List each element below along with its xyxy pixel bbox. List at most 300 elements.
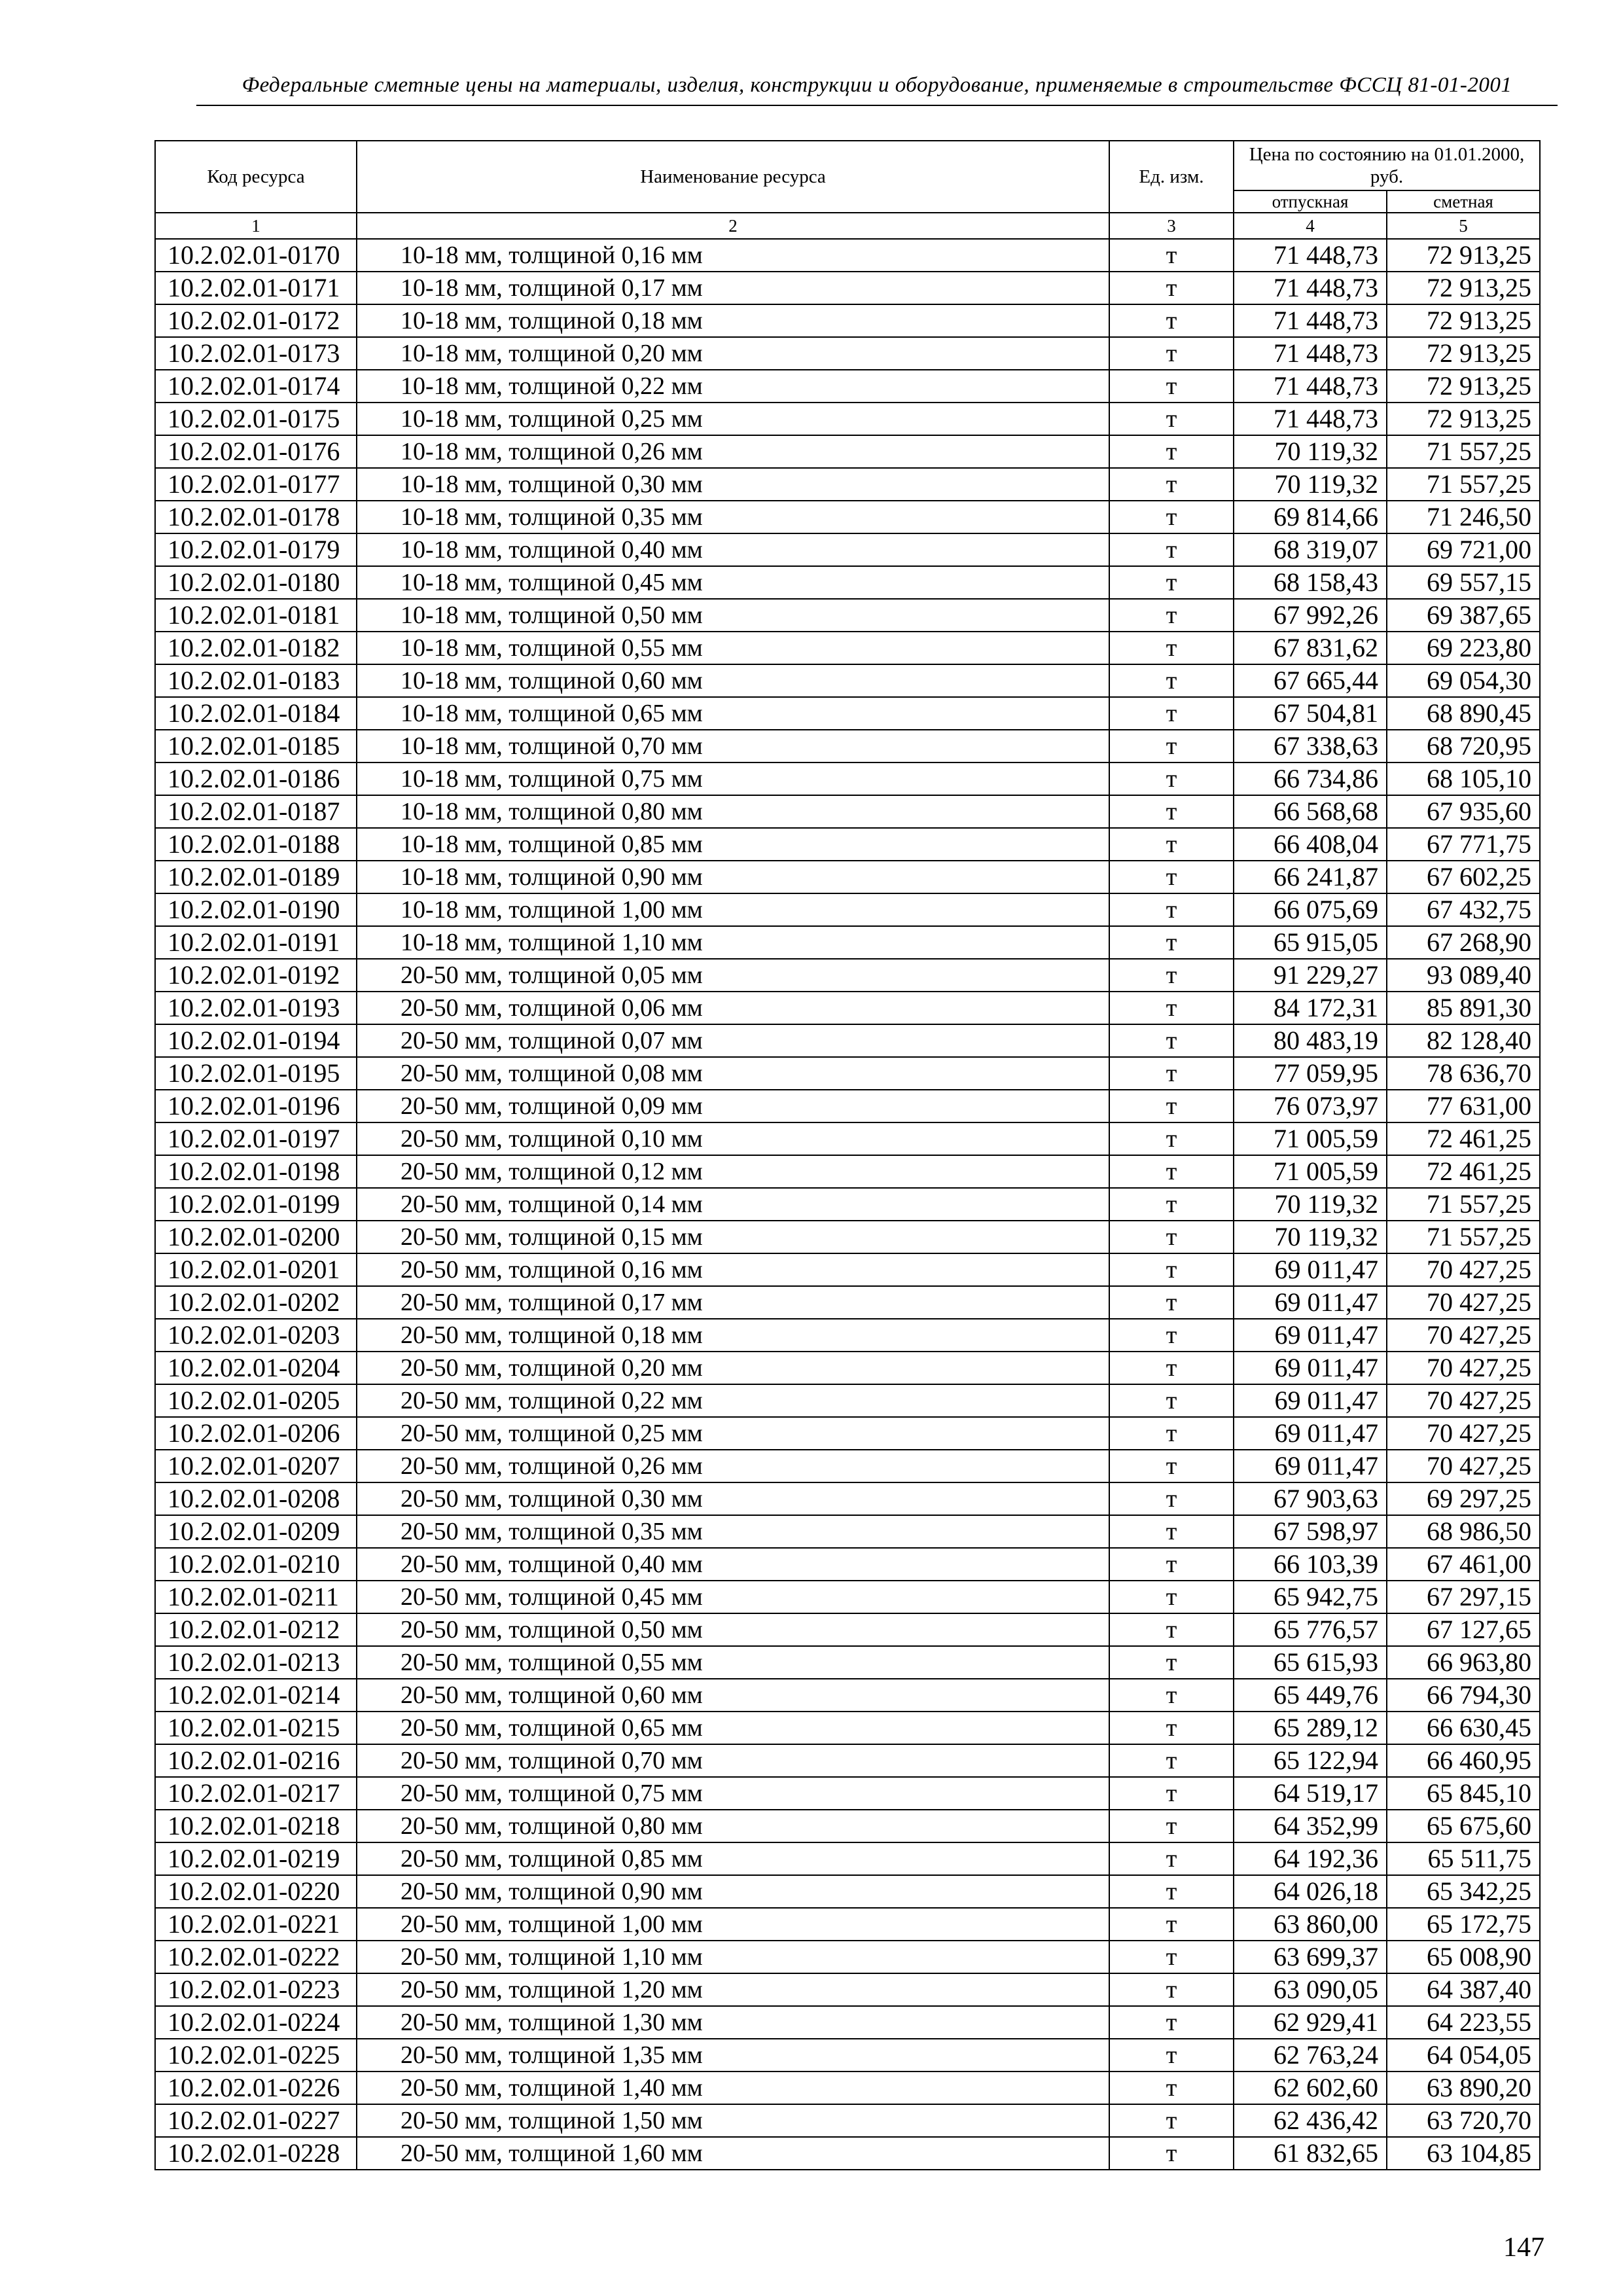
release-price: 76 073,97 xyxy=(1234,1090,1387,1122)
resource-name: 10-18 мм, толщиной 0,18 мм xyxy=(357,304,1109,337)
resource-name: 20-50 мм, толщиной 0,35 мм xyxy=(357,1515,1109,1548)
resource-code: 10.2.02.01-0182 xyxy=(155,632,357,664)
table-row xyxy=(155,1188,1540,1221)
resource-code: 10.2.02.01-0225 xyxy=(155,2039,357,2072)
resource-name: 10-18 мм, толщиной 0,55 мм xyxy=(357,632,1109,664)
page-number: 147 xyxy=(1503,2233,1544,2263)
table-row xyxy=(155,1417,1540,1450)
estimate-price: 70 427,25 xyxy=(1387,1450,1540,1482)
estimate-price: 65 511,75 xyxy=(1387,1842,1540,1875)
resource-name: 20-50 мм, толщиной 0,75 мм xyxy=(357,1777,1109,1810)
unit-cell: т xyxy=(1109,1777,1234,1810)
unit-cell: т xyxy=(1109,1057,1234,1090)
estimate-price: 66 630,45 xyxy=(1387,1712,1540,1744)
table-row xyxy=(155,697,1540,730)
resource-name: 20-50 мм, толщиной 0,15 мм xyxy=(357,1221,1109,1253)
estimate-price: 65 008,90 xyxy=(1387,1941,1540,1973)
column-number: 1 xyxy=(155,213,357,239)
release-price: 66 408,04 xyxy=(1234,828,1387,861)
unit-cell: т xyxy=(1109,1941,1234,1973)
release-price: 67 338,63 xyxy=(1234,730,1387,762)
resource-code: 10.2.02.01-0194 xyxy=(155,1024,357,1057)
unit-cell: т xyxy=(1109,893,1234,926)
resource-name: 20-50 мм, толщиной 0,45 мм xyxy=(357,1581,1109,1613)
estimate-price: 68 986,50 xyxy=(1387,1515,1540,1548)
unit-cell: т xyxy=(1109,239,1234,272)
estimate-price: 64 223,55 xyxy=(1387,2006,1540,2039)
resource-name: 10-18 мм, толщиной 0,60 мм xyxy=(357,664,1109,697)
resource-code: 10.2.02.01-0228 xyxy=(155,2137,357,2170)
estimate-price: 70 427,25 xyxy=(1387,1384,1540,1417)
table-row xyxy=(155,272,1540,304)
estimate-price: 69 721,00 xyxy=(1387,533,1540,566)
resource-name: 20-50 мм, толщиной 0,40 мм xyxy=(357,1548,1109,1581)
table-row xyxy=(155,959,1540,992)
release-price: 67 992,26 xyxy=(1234,599,1387,632)
estimate-price: 64 054,05 xyxy=(1387,2039,1540,2072)
table-row xyxy=(155,1613,1540,1646)
resource-code: 10.2.02.01-0184 xyxy=(155,697,357,730)
resource-name: 20-50 мм, толщиной 0,50 мм xyxy=(357,1613,1109,1646)
table-row xyxy=(155,2072,1540,2104)
table-row xyxy=(155,1122,1540,1155)
resource-name: 20-50 мм, толщиной 0,17 мм xyxy=(357,1286,1109,1319)
unit-cell: т xyxy=(1109,468,1234,501)
unit-cell: т xyxy=(1109,501,1234,533)
header-name: Наименование ресурса xyxy=(357,141,1109,213)
release-price: 63 699,37 xyxy=(1234,1941,1387,1973)
unit-cell: т xyxy=(1109,1384,1234,1417)
column-number: 3 xyxy=(1109,213,1234,239)
unit-cell: т xyxy=(1109,435,1234,468)
release-price: 62 602,60 xyxy=(1234,2072,1387,2104)
release-price: 69 011,47 xyxy=(1234,1384,1387,1417)
release-price: 63 860,00 xyxy=(1234,1908,1387,1941)
release-price: 77 059,95 xyxy=(1234,1057,1387,1090)
resource-name: 20-50 мм, толщиной 1,20 мм xyxy=(357,1973,1109,2006)
resource-code: 10.2.02.01-0177 xyxy=(155,468,357,501)
estimate-price: 70 427,25 xyxy=(1387,1319,1540,1352)
column-number: 5 xyxy=(1387,213,1540,239)
resource-code: 10.2.02.01-0206 xyxy=(155,1417,357,1450)
estimate-price: 72 913,25 xyxy=(1387,370,1540,403)
estimate-price: 65 342,25 xyxy=(1387,1875,1540,1908)
table-row xyxy=(155,1253,1540,1286)
unit-cell: т xyxy=(1109,2006,1234,2039)
table-row xyxy=(155,304,1540,337)
resource-name: 20-50 мм, толщиной 0,18 мм xyxy=(357,1319,1109,1352)
resource-name: 20-50 мм, толщиной 0,65 мм xyxy=(357,1712,1109,1744)
release-price: 69 011,47 xyxy=(1234,1253,1387,1286)
unit-cell: т xyxy=(1109,1581,1234,1613)
unit-cell: т xyxy=(1109,959,1234,992)
release-price: 68 319,07 xyxy=(1234,533,1387,566)
table-row xyxy=(155,1384,1540,1417)
resource-code: 10.2.02.01-0208 xyxy=(155,1482,357,1515)
resource-code: 10.2.02.01-0198 xyxy=(155,1155,357,1188)
resource-code: 10.2.02.01-0215 xyxy=(155,1712,357,1744)
estimate-price: 67 297,15 xyxy=(1387,1581,1540,1613)
resource-code: 10.2.02.01-0207 xyxy=(155,1450,357,1482)
table-row xyxy=(155,1024,1540,1057)
resource-name: 10-18 мм, толщиной 0,65 мм xyxy=(357,697,1109,730)
table-row xyxy=(155,2104,1540,2137)
resource-name: 20-50 мм, толщиной 0,70 мм xyxy=(357,1744,1109,1777)
resource-name: 20-50 мм, толщиной 0,80 мм xyxy=(357,1810,1109,1842)
unit-cell: т xyxy=(1109,1744,1234,1777)
header-rule xyxy=(196,105,1558,106)
table-row xyxy=(155,1908,1540,1941)
release-price: 64 519,17 xyxy=(1234,1777,1387,1810)
estimate-price: 67 268,90 xyxy=(1387,926,1540,959)
release-price: 66 103,39 xyxy=(1234,1548,1387,1581)
table-row xyxy=(155,468,1540,501)
resource-name: 10-18 мм, толщиной 0,25 мм xyxy=(357,403,1109,435)
resource-name: 20-50 мм, толщиной 0,05 мм xyxy=(357,959,1109,992)
resource-code: 10.2.02.01-0204 xyxy=(155,1352,357,1384)
resource-code: 10.2.02.01-0203 xyxy=(155,1319,357,1352)
estimate-price: 65 675,60 xyxy=(1387,1810,1540,1842)
unit-cell: т xyxy=(1109,1352,1234,1384)
header-unit: Ед. изм. xyxy=(1109,141,1234,213)
unit-cell: т xyxy=(1109,1842,1234,1875)
resource-name: 10-18 мм, толщиной 0,80 мм xyxy=(357,795,1109,828)
unit-cell: т xyxy=(1109,1712,1234,1744)
unit-cell: т xyxy=(1109,1090,1234,1122)
resource-code: 10.2.02.01-0216 xyxy=(155,1744,357,1777)
resource-name: 20-50 мм, толщиной 0,07 мм xyxy=(357,1024,1109,1057)
release-price: 71 448,73 xyxy=(1234,239,1387,272)
table-row xyxy=(155,2137,1540,2170)
release-price: 69 011,47 xyxy=(1234,1450,1387,1482)
release-price: 71 448,73 xyxy=(1234,272,1387,304)
resource-code: 10.2.02.01-0211 xyxy=(155,1581,357,1613)
unit-cell: т xyxy=(1109,1810,1234,1842)
price-table xyxy=(154,140,1541,2170)
unit-cell: т xyxy=(1109,566,1234,599)
estimate-price: 72 913,25 xyxy=(1387,403,1540,435)
resource-name: 10-18 мм, толщиной 0,26 мм xyxy=(357,435,1109,468)
table-row xyxy=(155,1679,1540,1712)
unit-cell: т xyxy=(1109,1253,1234,1286)
estimate-price: 65 172,75 xyxy=(1387,1908,1540,1941)
estimate-price: 78 636,70 xyxy=(1387,1057,1540,1090)
table-row xyxy=(155,1450,1540,1482)
table-row xyxy=(155,239,1540,272)
resource-name: 20-50 мм, толщиной 0,08 мм xyxy=(357,1057,1109,1090)
table-row xyxy=(155,599,1540,632)
unit-cell: т xyxy=(1109,861,1234,893)
estimate-price: 70 427,25 xyxy=(1387,1417,1540,1450)
estimate-price: 63 104,85 xyxy=(1387,2137,1540,2170)
table-row xyxy=(155,1090,1540,1122)
estimate-price: 69 054,30 xyxy=(1387,664,1540,697)
table-row xyxy=(155,1646,1540,1679)
resource-name: 10-18 мм, толщиной 0,75 мм xyxy=(357,762,1109,795)
resource-code: 10.2.02.01-0179 xyxy=(155,533,357,566)
resource-name: 10-18 мм, толщиной 0,50 мм xyxy=(357,599,1109,632)
unit-cell: т xyxy=(1109,1221,1234,1253)
resource-code: 10.2.02.01-0199 xyxy=(155,1188,357,1221)
resource-code: 10.2.02.01-0195 xyxy=(155,1057,357,1090)
resource-name: 10-18 мм, толщиной 1,00 мм xyxy=(357,893,1109,926)
estimate-price: 71 246,50 xyxy=(1387,501,1540,533)
estimate-price: 72 913,25 xyxy=(1387,239,1540,272)
resource-name: 20-50 мм, толщиной 1,40 мм xyxy=(357,2072,1109,2104)
release-price: 62 929,41 xyxy=(1234,2006,1387,2039)
resource-code: 10.2.02.01-0190 xyxy=(155,893,357,926)
table-row xyxy=(155,1875,1540,1908)
release-price: 64 352,99 xyxy=(1234,1810,1387,1842)
resource-name: 10-18 мм, толщиной 0,40 мм xyxy=(357,533,1109,566)
resource-name: 10-18 мм, толщиной 1,10 мм xyxy=(357,926,1109,959)
release-price: 65 449,76 xyxy=(1234,1679,1387,1712)
estimate-price: 71 557,25 xyxy=(1387,1188,1540,1221)
release-price: 70 119,32 xyxy=(1234,1188,1387,1221)
estimate-price: 71 557,25 xyxy=(1387,435,1540,468)
estimate-price: 72 913,25 xyxy=(1387,337,1540,370)
resource-name: 10-18 мм, толщиной 0,20 мм xyxy=(357,337,1109,370)
resource-name: 10-18 мм, толщиной 0,70 мм xyxy=(357,730,1109,762)
release-price: 65 915,05 xyxy=(1234,926,1387,959)
resource-name: 10-18 мм, толщиной 0,45 мм xyxy=(357,566,1109,599)
release-price: 71 448,73 xyxy=(1234,304,1387,337)
resource-code: 10.2.02.01-0192 xyxy=(155,959,357,992)
unit-cell: т xyxy=(1109,730,1234,762)
resource-name: 20-50 мм, толщиной 1,60 мм xyxy=(357,2137,1109,2170)
unit-cell: т xyxy=(1109,1973,1234,2006)
estimate-price: 63 720,70 xyxy=(1387,2104,1540,2137)
release-price: 69 011,47 xyxy=(1234,1319,1387,1352)
unit-cell: т xyxy=(1109,2104,1234,2137)
resource-name: 20-50 мм, толщиной 0,16 мм xyxy=(357,1253,1109,1286)
unit-cell: т xyxy=(1109,795,1234,828)
release-price: 66 568,68 xyxy=(1234,795,1387,828)
unit-cell: т xyxy=(1109,533,1234,566)
resource-code: 10.2.02.01-0173 xyxy=(155,337,357,370)
estimate-price: 67 461,00 xyxy=(1387,1548,1540,1581)
release-price: 66 075,69 xyxy=(1234,893,1387,926)
resource-code: 10.2.02.01-0193 xyxy=(155,992,357,1024)
unit-cell: т xyxy=(1109,1679,1234,1712)
resource-code: 10.2.02.01-0196 xyxy=(155,1090,357,1122)
release-price: 69 011,47 xyxy=(1234,1286,1387,1319)
resource-code: 10.2.02.01-0226 xyxy=(155,2072,357,2104)
resource-name: 20-50 мм, толщиной 0,22 мм xyxy=(357,1384,1109,1417)
estimate-price: 64 387,40 xyxy=(1387,1973,1540,2006)
estimate-price: 65 845,10 xyxy=(1387,1777,1540,1810)
resource-code: 10.2.02.01-0212 xyxy=(155,1613,357,1646)
release-price: 91 229,27 xyxy=(1234,959,1387,992)
resource-code: 10.2.02.01-0191 xyxy=(155,926,357,959)
unit-cell: т xyxy=(1109,632,1234,664)
release-price: 69 011,47 xyxy=(1234,1352,1387,1384)
estimate-price: 69 557,15 xyxy=(1387,566,1540,599)
resource-name: 20-50 мм, толщиной 1,00 мм xyxy=(357,1908,1109,1941)
table-row xyxy=(155,664,1540,697)
unit-cell: т xyxy=(1109,1515,1234,1548)
release-price: 70 119,32 xyxy=(1234,468,1387,501)
table-row xyxy=(155,370,1540,403)
release-price: 67 598,97 xyxy=(1234,1515,1387,1548)
release-price: 84 172,31 xyxy=(1234,992,1387,1024)
table-row xyxy=(155,533,1540,566)
unit-cell: т xyxy=(1109,337,1234,370)
release-price: 70 119,32 xyxy=(1234,1221,1387,1253)
resource-name: 20-50 мм, толщиной 0,26 мм xyxy=(357,1450,1109,1482)
unit-cell: т xyxy=(1109,1319,1234,1352)
table-row xyxy=(155,1515,1540,1548)
release-price: 64 026,18 xyxy=(1234,1875,1387,1908)
estimate-price: 67 935,60 xyxy=(1387,795,1540,828)
resource-code: 10.2.02.01-0222 xyxy=(155,1941,357,1973)
resource-name: 10-18 мм, толщиной 0,35 мм xyxy=(357,501,1109,533)
table-row xyxy=(155,730,1540,762)
table-row xyxy=(155,403,1540,435)
unit-cell: т xyxy=(1109,599,1234,632)
estimate-price: 72 913,25 xyxy=(1387,304,1540,337)
unit-cell: т xyxy=(1109,664,1234,697)
resource-code: 10.2.02.01-0217 xyxy=(155,1777,357,1810)
unit-cell: т xyxy=(1109,1417,1234,1450)
release-price: 62 763,24 xyxy=(1234,2039,1387,2072)
resource-name: 20-50 мм, толщиной 1,50 мм xyxy=(357,2104,1109,2137)
column-number: 2 xyxy=(357,213,1109,239)
resource-code: 10.2.02.01-0202 xyxy=(155,1286,357,1319)
table-row xyxy=(155,1777,1540,1810)
estimate-price: 69 223,80 xyxy=(1387,632,1540,664)
estimate-price: 71 557,25 xyxy=(1387,1221,1540,1253)
estimate-price: 67 127,65 xyxy=(1387,1613,1540,1646)
table-body xyxy=(155,239,1540,2170)
unit-cell: т xyxy=(1109,1122,1234,1155)
estimate-price: 67 602,25 xyxy=(1387,861,1540,893)
release-price: 61 832,65 xyxy=(1234,2137,1387,2170)
table-row xyxy=(155,795,1540,828)
estimate-price: 85 891,30 xyxy=(1387,992,1540,1024)
estimate-price: 66 460,95 xyxy=(1387,1744,1540,1777)
unit-cell: т xyxy=(1109,1908,1234,1941)
resource-code: 10.2.02.01-0178 xyxy=(155,501,357,533)
resource-code: 10.2.02.01-0214 xyxy=(155,1679,357,1712)
estimate-price: 72 461,25 xyxy=(1387,1122,1540,1155)
resource-name: 20-50 мм, толщиной 0,90 мм xyxy=(357,1875,1109,1908)
unit-cell: т xyxy=(1109,1646,1234,1679)
resource-code: 10.2.02.01-0175 xyxy=(155,403,357,435)
header-release-price: отпускная xyxy=(1234,190,1387,213)
resource-name: 20-50 мм, толщиной 1,35 мм xyxy=(357,2039,1109,2072)
resource-code: 10.2.02.01-0210 xyxy=(155,1548,357,1581)
table-row xyxy=(155,566,1540,599)
unit-cell: т xyxy=(1109,2072,1234,2104)
resource-name: 10-18 мм, толщиной 0,22 мм xyxy=(357,370,1109,403)
release-price: 65 289,12 xyxy=(1234,1712,1387,1744)
resource-code: 10.2.02.01-0221 xyxy=(155,1908,357,1941)
resource-code: 10.2.02.01-0201 xyxy=(155,1253,357,1286)
resource-name: 10-18 мм, толщиной 0,17 мм xyxy=(357,272,1109,304)
resource-name: 10-18 мм, толщиной 0,90 мм xyxy=(357,861,1109,893)
resource-name: 20-50 мм, толщиной 1,10 мм xyxy=(357,1941,1109,1973)
estimate-price: 68 890,45 xyxy=(1387,697,1540,730)
unit-cell: т xyxy=(1109,1548,1234,1581)
release-price: 71 448,73 xyxy=(1234,403,1387,435)
table-header xyxy=(155,141,1540,239)
unit-cell: т xyxy=(1109,304,1234,337)
resource-code: 10.2.02.01-0181 xyxy=(155,599,357,632)
release-price: 68 158,43 xyxy=(1234,566,1387,599)
estimate-price: 69 297,25 xyxy=(1387,1482,1540,1515)
unit-cell: т xyxy=(1109,2137,1234,2170)
table-row xyxy=(155,1548,1540,1581)
running-title: Федеральные сметные цены на материалы, изделия, конструкции и оборудование, применяемые в строительстве ФССЦ 81-01-2001 xyxy=(241,73,1512,97)
resource-code: 10.2.02.01-0171 xyxy=(155,272,357,304)
unit-cell: т xyxy=(1109,1450,1234,1482)
estimate-price: 77 631,00 xyxy=(1387,1090,1540,1122)
estimate-price: 67 432,75 xyxy=(1387,893,1540,926)
resource-code: 10.2.02.01-0223 xyxy=(155,1973,357,2006)
resource-code: 10.2.02.01-0219 xyxy=(155,1842,357,1875)
estimate-price: 69 387,65 xyxy=(1387,599,1540,632)
estimate-price: 82 128,40 xyxy=(1387,1024,1540,1057)
resource-code: 10.2.02.01-0197 xyxy=(155,1122,357,1155)
unit-cell: т xyxy=(1109,992,1234,1024)
unit-cell: т xyxy=(1109,403,1234,435)
resource-code: 10.2.02.01-0180 xyxy=(155,566,357,599)
estimate-price: 67 771,75 xyxy=(1387,828,1540,861)
estimate-price: 68 105,10 xyxy=(1387,762,1540,795)
resource-name: 20-50 мм, толщиной 0,20 мм xyxy=(357,1352,1109,1384)
table-row xyxy=(155,2006,1540,2039)
resource-code: 10.2.02.01-0218 xyxy=(155,1810,357,1842)
unit-cell: т xyxy=(1109,1875,1234,1908)
table-row xyxy=(155,1744,1540,1777)
estimate-price: 72 461,25 xyxy=(1387,1155,1540,1188)
release-price: 67 903,63 xyxy=(1234,1482,1387,1515)
estimate-price: 70 427,25 xyxy=(1387,1286,1540,1319)
estimate-price: 68 720,95 xyxy=(1387,730,1540,762)
release-price: 69 814,66 xyxy=(1234,501,1387,533)
release-price: 70 119,32 xyxy=(1234,435,1387,468)
release-price: 67 831,62 xyxy=(1234,632,1387,664)
resource-code: 10.2.02.01-0220 xyxy=(155,1875,357,1908)
unit-cell: т xyxy=(1109,1286,1234,1319)
resource-code: 10.2.02.01-0186 xyxy=(155,762,357,795)
release-price: 67 504,81 xyxy=(1234,697,1387,730)
resource-code: 10.2.02.01-0172 xyxy=(155,304,357,337)
estimate-price: 70 427,25 xyxy=(1387,1352,1540,1384)
resource-code: 10.2.02.01-0170 xyxy=(155,239,357,272)
unit-cell: т xyxy=(1109,1024,1234,1057)
resource-code: 10.2.02.01-0224 xyxy=(155,2006,357,2039)
unit-cell: т xyxy=(1109,828,1234,861)
resource-name: 20-50 мм, толщиной 0,10 мм xyxy=(357,1122,1109,1155)
release-price: 66 734,86 xyxy=(1234,762,1387,795)
unit-cell: т xyxy=(1109,272,1234,304)
table-row xyxy=(155,893,1540,926)
resource-name: 20-50 мм, толщиной 0,06 мм xyxy=(357,992,1109,1024)
release-price: 66 241,87 xyxy=(1234,861,1387,893)
release-price: 80 483,19 xyxy=(1234,1024,1387,1057)
unit-cell: т xyxy=(1109,926,1234,959)
estimate-price: 72 913,25 xyxy=(1387,272,1540,304)
table-row xyxy=(155,992,1540,1024)
table-row xyxy=(155,435,1540,468)
resource-name: 10-18 мм, толщиной 0,85 мм xyxy=(357,828,1109,861)
table-row xyxy=(155,2039,1540,2072)
resource-name: 20-50 мм, толщиной 0,09 мм xyxy=(357,1090,1109,1122)
table-row xyxy=(155,632,1540,664)
estimate-price: 71 557,25 xyxy=(1387,468,1540,501)
